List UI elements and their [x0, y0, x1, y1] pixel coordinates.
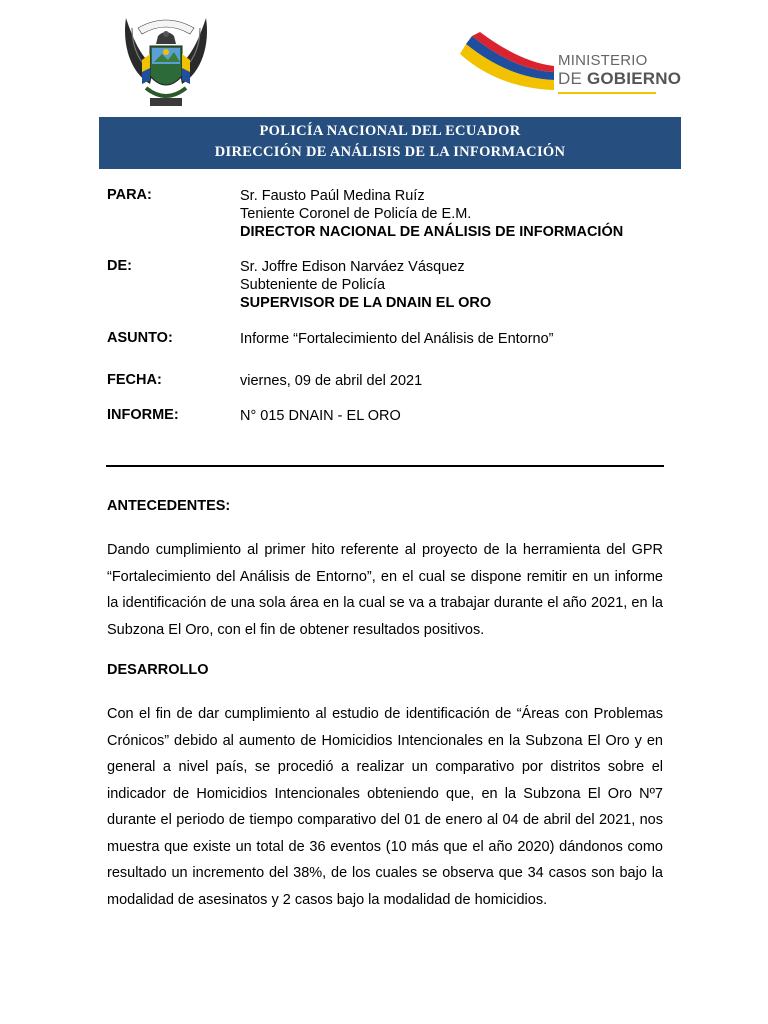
para-value — [240, 187, 623, 241]
antecedentes-title: ANTECEDENTES: — [107, 498, 231, 514]
de-value — [240, 258, 491, 312]
de-position: SUPERVISOR DE LA DNAIN EL ORO — [240, 295, 492, 311]
antecedentes-paragraph: Dando cumplimiento al primer hito referente al proyecto de la herramienta del GPR “Fortalecimiento del Análisis de Entorno”, en el cual se dispone remitir en un informe la identificación de una sola área en la cual se va a trabajar durante el año 2021, en la Subzona El Oro, con el fin de obtener resultados positivos. — [107, 542, 663, 638]
banner-line-1: POLICÍA NACIONAL DEL ECUADOR — [259, 123, 521, 139]
ministry-logo-underline — [558, 92, 656, 94]
informe-label: INFORME: — [107, 407, 179, 423]
para-rank: Teniente Coronel de Policía de E.M. — [240, 206, 472, 222]
asunto-value: Informe “Fortalecimiento del Análisis de Entorno” — [240, 331, 554, 347]
de-name: Sr. Joffre Edison Narváez Vásquez — [240, 259, 465, 275]
ministry-logo-line2 — [558, 70, 681, 87]
para-position: DIRECTOR NACIONAL DE ANÁLISIS DE INFORMACIÓN — [240, 224, 624, 240]
police-seal-logo — [120, 14, 212, 112]
de-label: DE: — [107, 258, 132, 274]
header-banner — [99, 117, 681, 169]
para-name: Sr. Fausto Paúl Medina Ruíz — [240, 188, 425, 204]
ministry-logo-de: DE — [558, 69, 587, 88]
fecha-label: FECHA: — [107, 372, 162, 388]
ministry-logo-gobierno: GOBIERNO — [586, 69, 682, 88]
asunto-label: ASUNTO: — [107, 330, 173, 346]
section-divider — [106, 465, 664, 467]
para-label: PARA: — [107, 187, 152, 203]
de-rank: Subteniente de Policía — [240, 277, 386, 293]
fecha-value: viernes, 09 de abril del 2021 — [240, 373, 423, 389]
banner-line-2: DIRECCIÓN DE ANÁLISIS DE LA INFORMACIÓN — [214, 144, 566, 160]
ministry-logo-line1: MINISTERIO — [558, 52, 648, 69]
informe-value: N° 015 DNAIN - EL ORO — [240, 408, 401, 424]
desarrollo-title: DESARROLLO — [107, 662, 209, 678]
desarrollo-paragraph: Con el fin de dar cumplimiento al estudio de identificación de “Áreas con Problemas Crónicos” debido al aumento de Homicidios Intencionales en la Subzona El Oro y en general a nivel país, se procedió a realizar un comparativo por distritos sobre el indicador de Homicidios Intencionales obteniendo que, en la Subzona El Oro Nº7 durante el periodo de tiempo comparativo del 01 de enero al 04 de abril del 2021, nos muestra que existe un total de 36 eventos (10 más que el año 2020) dándonos como resultado un incremento del 38%, de los cuales se observa que 34 casos son bajo la modalidad de asesinatos y 2 casos bajo la modalidad de homicidios. — [107, 706, 663, 908]
